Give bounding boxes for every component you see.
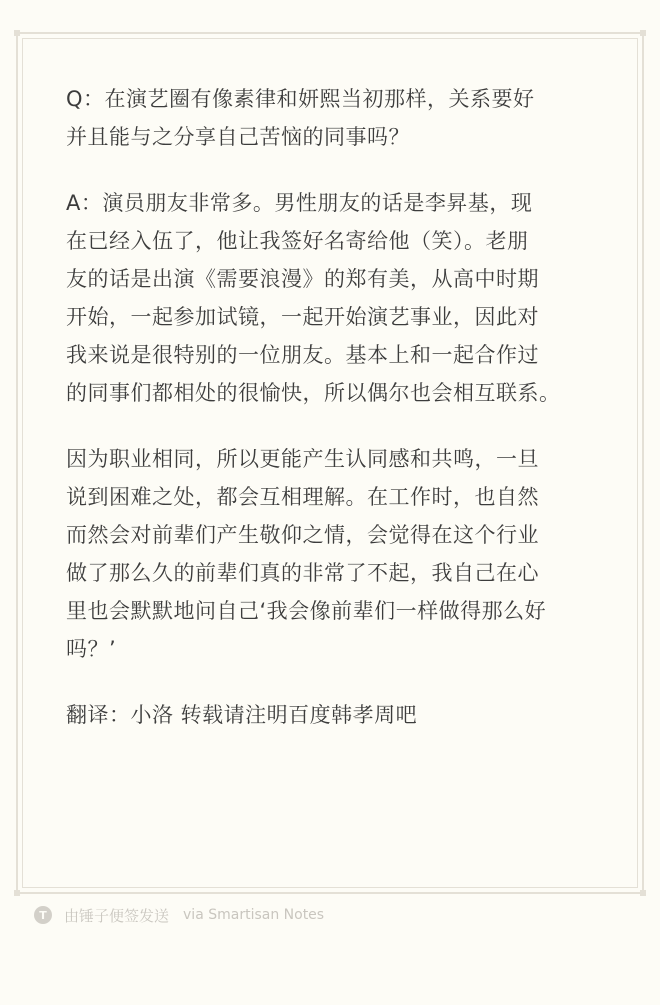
frame-corner-top-right bbox=[640, 30, 646, 36]
smartisan-t-icon: T bbox=[34, 906, 52, 924]
answer-paragraph: A：演员朋友非常多。男性朋友的话是李昇基，现 在已经入伍了，他让我签好名寄给他（笑）。老朋 友的话是出演《需要浪漫》的郑有美，从高中时期 开始，一起参加试镜，一起开始演艺事业，因此对 我来说是很特别的一位朋友。基本上和一起合作过 的同事们都相处的很愉快，所以偶尔也会相互联系。 bbox=[66, 191, 561, 405]
frame-corner-bottom-left bbox=[14, 890, 20, 896]
note-body bbox=[66, 80, 590, 762]
sent-by-label: 由锤子便签发送 bbox=[64, 906, 170, 925]
frame-corner-bottom-right bbox=[640, 890, 646, 896]
note-footer bbox=[34, 904, 324, 926]
question-paragraph: Q：在演艺圈有像素律和妍熙当初那样，关系要好 并且能与之分享自己苦恼的同事吗？ bbox=[66, 87, 535, 149]
translator-credit: 翻译：小洛 转载请注明百度韩孝周吧 bbox=[66, 703, 418, 727]
via-app-label: via Smartisan Notes bbox=[183, 907, 325, 923]
answer-paragraph-continued: 因为职业相同，所以更能产生认同感和共鸣，一旦 说到困难之处，都会互相理解。在工作时，也自然 而然会对前辈们产生敬仰之情，会觉得在这个行业 做了那么久的前辈们真的非常了不起，我自己在心 里也会默默地问自己‘我会像前辈们一样做得那么好 吗？’ bbox=[66, 447, 547, 661]
frame-corner-top-left bbox=[14, 30, 20, 36]
